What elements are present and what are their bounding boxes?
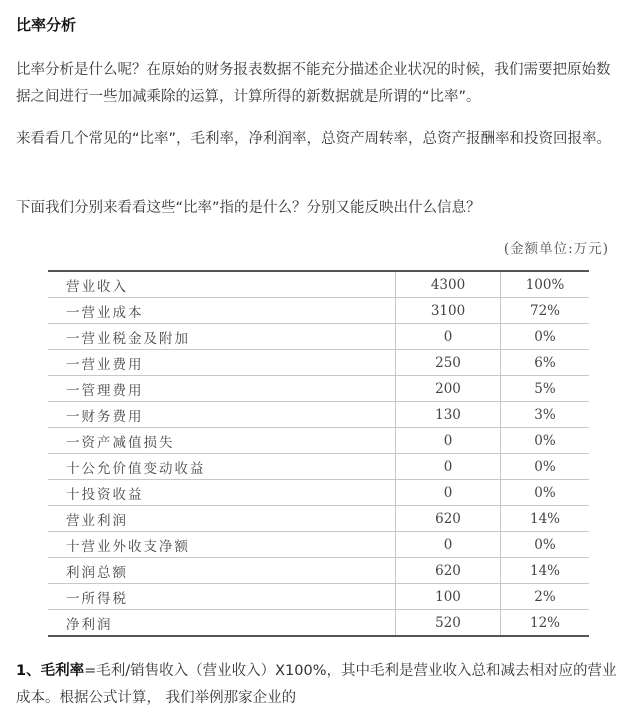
ratio-cell: 0% bbox=[501, 454, 590, 480]
ratio-cell: 5% bbox=[501, 376, 590, 402]
item-cell: 一所得税 bbox=[48, 584, 396, 610]
table-row bbox=[48, 324, 589, 350]
item-cell: 营业收入 bbox=[48, 271, 396, 298]
table-row bbox=[48, 506, 589, 532]
item-cell: 净利润 bbox=[48, 610, 396, 637]
amount-cell: 0 bbox=[396, 532, 501, 558]
ratio-cell: 0% bbox=[501, 324, 590, 350]
ratio-cell: 72% bbox=[501, 298, 590, 324]
amount-cell: 4300 bbox=[396, 271, 501, 298]
table-row bbox=[48, 558, 589, 584]
table-row bbox=[48, 532, 589, 558]
amount-cell: 620 bbox=[396, 506, 501, 532]
amount-cell: 100 bbox=[396, 584, 501, 610]
ratio-cell: 0% bbox=[501, 532, 590, 558]
item-cell: 十公允价值变动收益 bbox=[48, 454, 396, 480]
section-title: 比率分析 bbox=[16, 16, 77, 34]
item-cell: 一管理费用 bbox=[48, 376, 396, 402]
ratio-cell: 12% bbox=[501, 610, 590, 637]
amount-cell: 520 bbox=[396, 610, 501, 637]
ratio-cell: 2% bbox=[501, 584, 590, 610]
table-row bbox=[48, 428, 589, 454]
ratio-cell: 14% bbox=[501, 558, 590, 584]
amount-cell: 0 bbox=[396, 454, 501, 480]
ratio-cell: 3% bbox=[501, 402, 590, 428]
table-row bbox=[48, 376, 589, 402]
item-cell: 十营业外收支净额 bbox=[48, 532, 396, 558]
amount-cell: 200 bbox=[396, 376, 501, 402]
ratio-cell: 0% bbox=[501, 428, 590, 454]
income-statement-table bbox=[48, 270, 589, 637]
gross-margin-paragraph bbox=[16, 658, 624, 712]
paragraph-intro: 比率分析是什么呢？在原始的财务报表数据不能充分描述企业状况的时候，我们需要把原始数据之间进行一些加减乘除的运算，计算所得的新数据就是所谓的“比率”。 bbox=[16, 62, 611, 105]
item-cell: 一资产减值损失 bbox=[48, 428, 396, 454]
table-row bbox=[48, 610, 589, 637]
item-cell: 一营业费用 bbox=[48, 350, 396, 376]
item-cell: 十投资收益 bbox=[48, 480, 396, 506]
amount-cell: 3100 bbox=[396, 298, 501, 324]
paragraph-ratios: 来看看几个常见的“比率”，毛利率，净利润率，总资产周转率，总资产报酬率和投资回报率。 bbox=[16, 131, 612, 147]
amount-cell: 0 bbox=[396, 428, 501, 454]
gross-margin-text: =毛利/销售收入（营业收入）X100%，其中毛利是营业收入总和减去相对应的营业成本。根据公式计算， 我们举例那家企业的 bbox=[16, 663, 617, 706]
ratio-cell: 100% bbox=[501, 271, 590, 298]
item-cell: 利润总额 bbox=[48, 558, 396, 584]
table-row bbox=[48, 584, 589, 610]
item-cell: 一营业税金及附加 bbox=[48, 324, 396, 350]
ratio-cell: 0% bbox=[501, 480, 590, 506]
amount-cell: 0 bbox=[396, 324, 501, 350]
gross-margin-label: 1、毛利率 bbox=[16, 663, 85, 679]
table-row bbox=[48, 480, 589, 506]
amount-cell: 130 bbox=[396, 402, 501, 428]
item-cell: 一财务费用 bbox=[48, 402, 396, 428]
amount-cell: 0 bbox=[396, 480, 501, 506]
table-row bbox=[48, 350, 589, 376]
table-row bbox=[48, 454, 589, 480]
amount-cell: 250 bbox=[396, 350, 501, 376]
table-row bbox=[48, 271, 589, 298]
paragraph-question: 下面我们分别来看看这些“比率”指的是什么？分别又能反映出什么信息？ bbox=[16, 200, 481, 216]
item-cell: 营业利润 bbox=[48, 506, 396, 532]
ratio-cell: 6% bbox=[501, 350, 590, 376]
unit-note: (金额单位:万元) bbox=[503, 241, 609, 257]
ratio-cell: 14% bbox=[501, 506, 590, 532]
item-cell: 一营业成本 bbox=[48, 298, 396, 324]
table-row bbox=[48, 402, 589, 428]
amount-cell: 620 bbox=[396, 558, 501, 584]
table-row bbox=[48, 298, 589, 324]
